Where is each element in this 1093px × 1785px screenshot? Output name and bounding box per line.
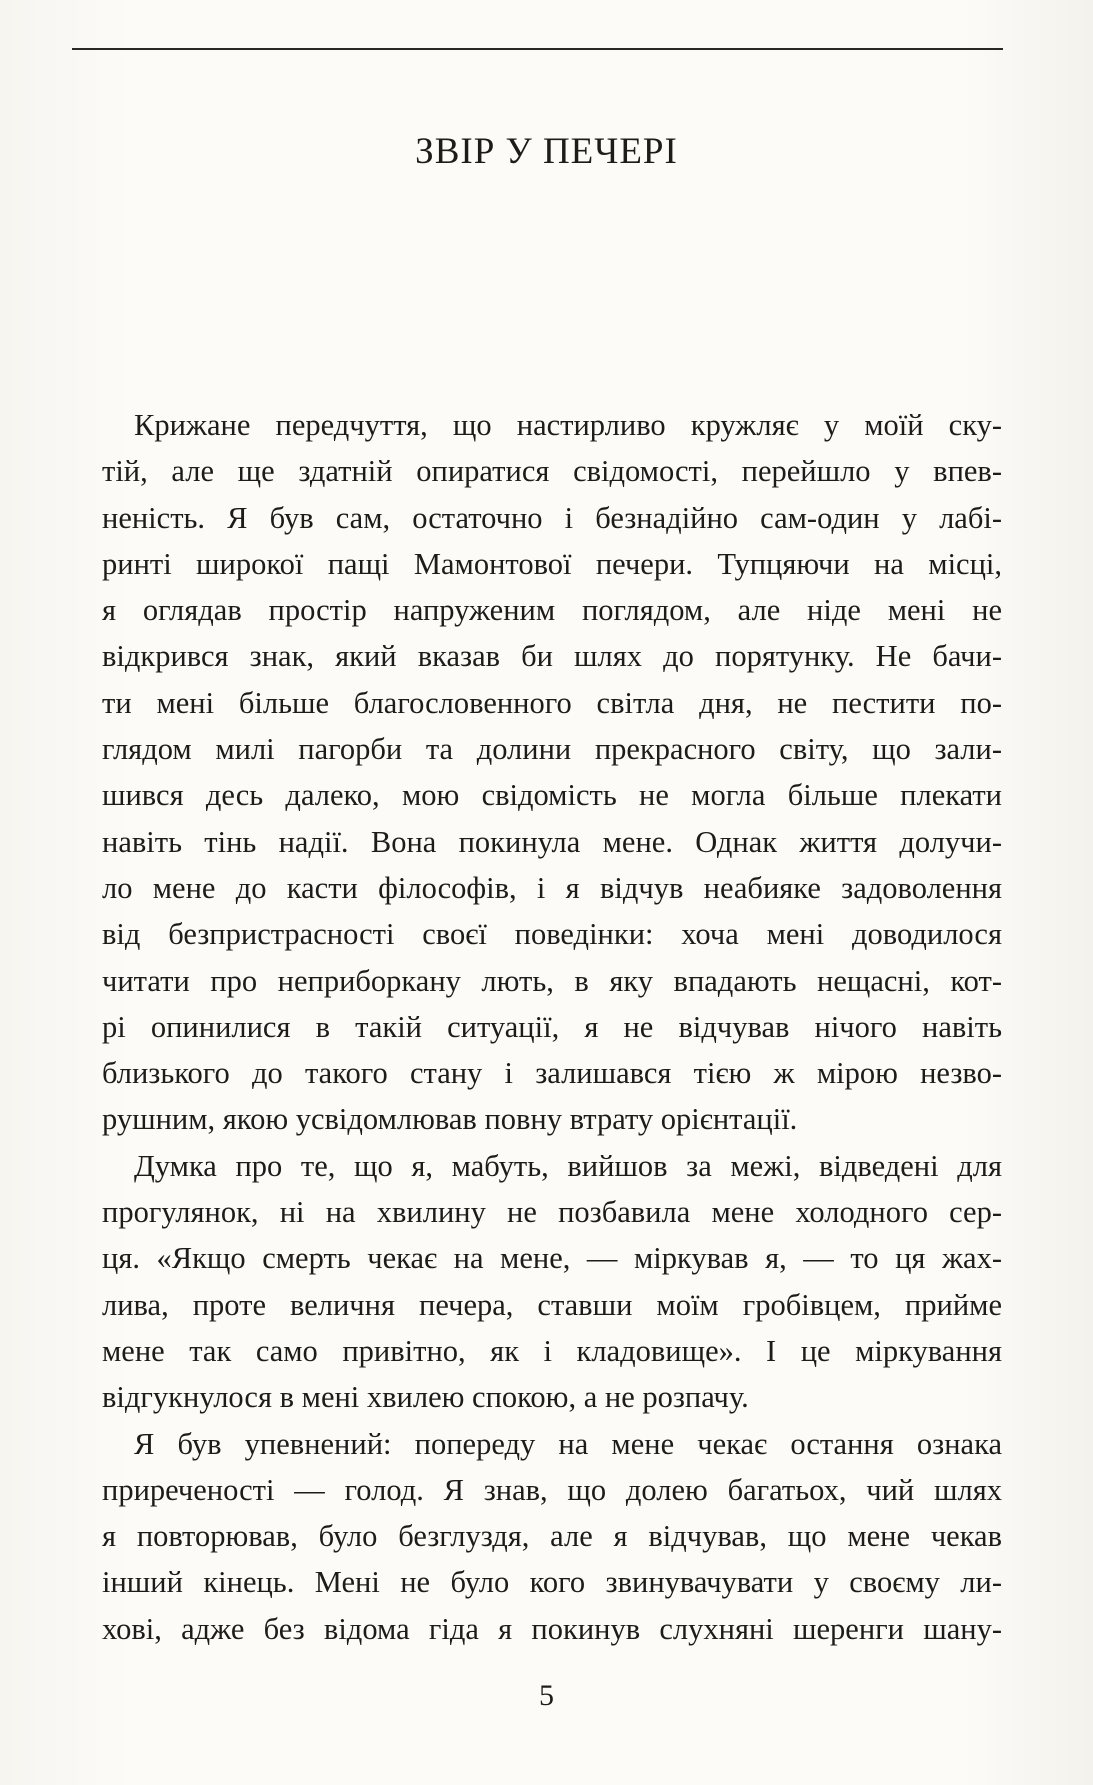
text-line: близького до такого стану і залишався тією ж мірою незво- xyxy=(102,1056,1002,1091)
text-line: шився десь далеко, мою свідомість не могла більше плекати xyxy=(102,778,1002,813)
text-line: інший кінець. Мені не було кого звинувачувати у своєму ли- xyxy=(102,1565,1002,1600)
text-line: ринті широкої пащі Мамонтової печери. Тупцяючи на місці, xyxy=(102,546,1002,581)
text-line: я повторював, було безглуздя, але я відчував, що мене чекав xyxy=(102,1519,1002,1554)
text-line: хові, адже без відома гіда я покинув слухняні шеренги шану- xyxy=(102,1611,1002,1646)
text-line: ти мені більше благословенного світла дня, не пестити по- xyxy=(102,685,1002,720)
text-line: мене так само привітно, як і кладовище». І це міркування xyxy=(102,1333,1002,1368)
text-line: читати про неприборкану лють, в яку впадають нещасні, кот- xyxy=(102,963,1002,998)
text-line: глядом милі пагорби та долини прекрасного світу, що зали- xyxy=(102,732,1002,767)
text-line: прогулянок, ні на хвилину не позбавила мене холодного сер- xyxy=(102,1195,1002,1230)
text-line: відгукнулося в мені хвилею спокою, а не розпачу. xyxy=(102,1380,749,1415)
text-line: рушним, якою усвідомлював повну втрату орієнтації. xyxy=(102,1102,798,1137)
text-line: лива, проте величня печера, ставши моїм гробівцем, прийме xyxy=(102,1287,1002,1322)
page-number: 5 xyxy=(539,1679,554,1712)
body-text xyxy=(102,402,1002,1652)
text-line: Думка про те, що я, мабуть, вийшов за межі, відведені для xyxy=(134,1148,1002,1183)
text-line: я оглядав простір напруженим поглядом, але ніде мені не xyxy=(102,593,1002,628)
text-line: ло мене до касти філософів, і я відчув неабияке задоволення xyxy=(102,870,1002,905)
text-line: тій, але ще здатній опиратися свідомості, перейшло у впев- xyxy=(102,454,1002,489)
chapter-title: ЗВІР У ПЕЧЕРІ xyxy=(415,131,678,172)
text-line: Я був упевнений: попереду на мене чекає остання ознака xyxy=(134,1426,1002,1461)
text-line: неність. Я був сам, остаточно і безнадійно сам-один у лабі- xyxy=(102,500,1002,535)
text-line: Крижане передчуття, що настирливо кружляє у моїй ску- xyxy=(134,408,1002,442)
header-rule xyxy=(72,48,1003,50)
text-line: відкрився знак, який вказав би шлях до порятунку. Не бачи- xyxy=(102,639,1002,674)
text-line: навіть тінь надії. Вона покинула мене. Однак життя долучи- xyxy=(102,824,1002,859)
text-line: від безпристрасності своєї поведінки: хоча мені доводилося xyxy=(102,917,1002,952)
text-line: приреченості — голод. Я знав, що долею багатьох, чий шлях xyxy=(102,1472,1002,1507)
text-line: рі опинилися в такій ситуації, я не відчував нічого навіть xyxy=(102,1009,1002,1044)
text-line: ця. «Якщо смерть чекає на мене, — міркував я, — то ця жах- xyxy=(102,1241,1002,1276)
